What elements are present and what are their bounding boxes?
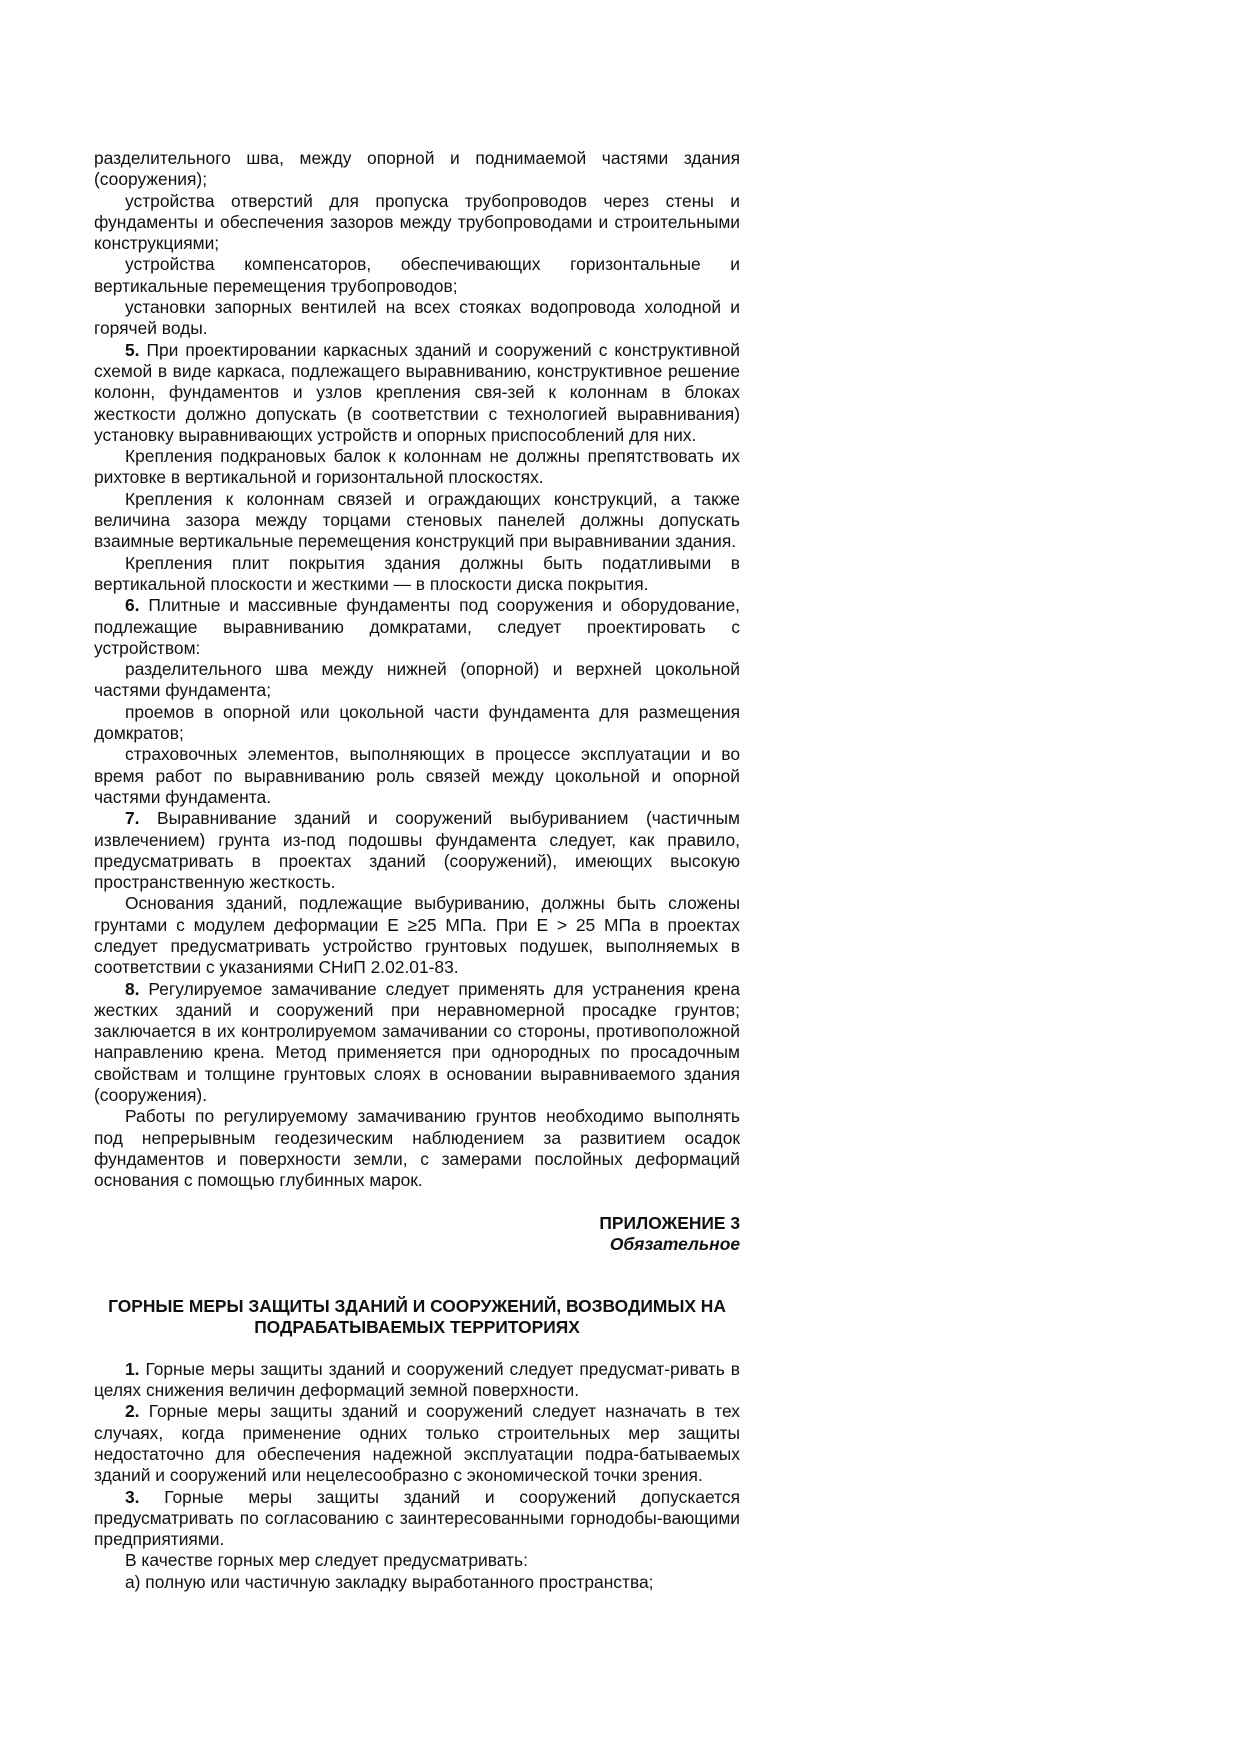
- paragraph-text: Регулируемое замачивание следует применять для устранения крена жестких зданий и сооружений при неравномерной просадке грунтов; заключается в их контролируемом замачивании со стороны, противоположной направлению крена. Метод применяется при однородных по просадочным свойствам и толщине грунтовых слоях в основании выравниваемого здания (сооружения).: [94, 978, 740, 1106]
- paragraph: [94, 893, 740, 978]
- paragraph-number: 8.: [125, 978, 140, 999]
- section-heading: ГОРНЫЕ МЕРЫ ЗАЩИТЫ ЗДАНИЙ И СООРУЖЕНИЙ, ВОЗВОДИМЫХ НА ПОДРАБАТЫВАЕМЫХ ТЕРРИТОРИЯХ: [108, 1296, 726, 1338]
- paragraph-text: Горные меры защиты зданий и сооружений допускается предусматривать по согласованию с заинтересованными горнодобы-вающими предприятиями.: [94, 1486, 740, 1550]
- paragraph-text: устройства отверстий для пропуска трубопроводов через стены и фундаменты и обеспечения зазоров между трубопроводами и строительными конструкциями;: [94, 190, 740, 254]
- paragraph-text: Горные меры защиты зданий и сооружений следует предусмат-ривать в целях снижения величин деформаций земной поверхности.: [94, 1358, 740, 1401]
- paragraph-number: 5.: [125, 339, 140, 360]
- paragraph: [94, 297, 740, 340]
- paragraph-text: устройства компенсаторов, обеспечивающих горизонтальные и вертикальные перемещения трубопроводов;: [94, 254, 740, 296]
- paragraph-text: установки запорных вентилей на всех стояках водопровода холодной и горячей воды.: [94, 297, 740, 339]
- paragraph: [94, 191, 740, 255]
- paragraph: [94, 1359, 740, 1402]
- paragraph: [94, 979, 740, 1107]
- paragraph-number: 2.: [125, 1401, 140, 1422]
- paragraph: [94, 446, 740, 489]
- paragraph-number: 6.: [125, 595, 140, 616]
- paragraph: [94, 1401, 740, 1486]
- paragraph-text: разделительного шва между нижней (опорной) и верхней цокольной частями фундамента;: [94, 659, 740, 701]
- paragraph-text: разделительного шва, между опорной и поднимаемой частями здания (сооружения);: [94, 148, 740, 190]
- paragraph-text: В качестве горных мер следует предусматривать:: [125, 1550, 528, 1571]
- paragraph-text: При проектировании каркасных зданий и сооружений с конструктивной схемой в виде каркаса, подлежащего выравниванию, конструктивное решение колонн, фундаментов и узлов крепления свя-зей к колоннам в блоках жесткости должно допускать (в соответствии с технологией выравнивания) установку выравнивающих устройств и опорных приспособлений для них.: [94, 339, 740, 445]
- paragraph: [94, 1106, 740, 1191]
- paragraph: [94, 808, 740, 893]
- paragraph-list-top: [94, 148, 740, 1192]
- document-page: [94, 148, 740, 1593]
- paragraph-text: Крепления подкрановых балок к колоннам не должны препятствовать их рихтовке в вертикальной и горизонтальной плоскостях.: [94, 446, 740, 488]
- paragraph: [94, 148, 740, 191]
- paragraph: [94, 254, 740, 297]
- paragraph-text: Основания зданий, подлежащие выбуриванию, должны быть сложены грунтами с модулем деформации Е ≥25 МПа. При Е > 25 МПа в проектах следует предусматривать устройство грунтовых подушек, выполняемых в соответствии с указаниями СНиП 2.02.01-83.: [94, 893, 740, 978]
- paragraph: [94, 659, 740, 702]
- paragraph: [94, 595, 740, 659]
- paragraph-list-bottom: [94, 1359, 740, 1593]
- paragraph-number: 7.: [125, 808, 140, 829]
- paragraph-text: проемов в опорной или цокольной части фундамента для размещения домкратов;: [94, 701, 740, 744]
- paragraph-text: Выравнивание зданий и сооружений выбуриванием (частичным извлечением) грунта из-под подошвы фундамента следует, как правило, предусматривать в проектах зданий (сооружений), имеющих высокую пространственную жесткость.: [94, 808, 740, 893]
- appendix-status: Обязательное: [609, 1233, 740, 1254]
- paragraph-text: Крепления к колоннам связей и ограждающих конструкций, а также величина зазора между торцами стеновых панелей должны допускать взаимные вертикальные перемещения конструкций при выравнивании здания.: [94, 488, 740, 552]
- paragraph: [94, 1487, 740, 1551]
- paragraph-text: Плитные и массивные фундаменты под сооружения и оборудование, подлежащие выравниванию домкратами, следует проектировать с устройством:: [94, 595, 740, 658]
- appendix-label: [94, 1213, 740, 1256]
- paragraph-text: Крепления плит покрытия здания должны быть податливыми в вертикальной плоскости и жесткими — в плоскости диска покрытия.: [94, 552, 740, 594]
- paragraph-number: 1.: [125, 1358, 140, 1379]
- paragraph-text: а) полную или частичную закладку выработанного пространства;: [125, 1571, 654, 1592]
- paragraph: [94, 702, 740, 745]
- paragraph: [94, 553, 740, 596]
- appendix-title: ПРИЛОЖЕНИЕ 3: [599, 1212, 740, 1233]
- paragraph-text: страховочных элементов, выполняющих в процессе эксплуатации и во время работ по выравниванию роль связей между цокольной и опорной частями фундамента.: [94, 744, 740, 807]
- paragraph-text: Горные меры защиты зданий и сооружений следует назначать в тех случаях, когда применение одних только строительных мер защиты недостаточно для обеспечения надежной эксплуатации подра-батываемых зданий и сооружений или нецелесообразно с экономической точки зрения.: [94, 1401, 740, 1486]
- paragraph: [94, 1572, 740, 1593]
- paragraph: [94, 340, 740, 446]
- paragraph: [94, 489, 740, 553]
- paragraph-text: Работы по регулируемому замачиванию грунтов необходимо выполнять под непрерывным геодезическим наблюдением за развитием осадок фундаментов и поверхности земли, с замерами послойных деформаций основания с помощью глубинных марок.: [94, 1106, 740, 1191]
- paragraph: [94, 744, 740, 808]
- paragraph-number: 3.: [125, 1486, 140, 1507]
- paragraph: [94, 1550, 740, 1571]
